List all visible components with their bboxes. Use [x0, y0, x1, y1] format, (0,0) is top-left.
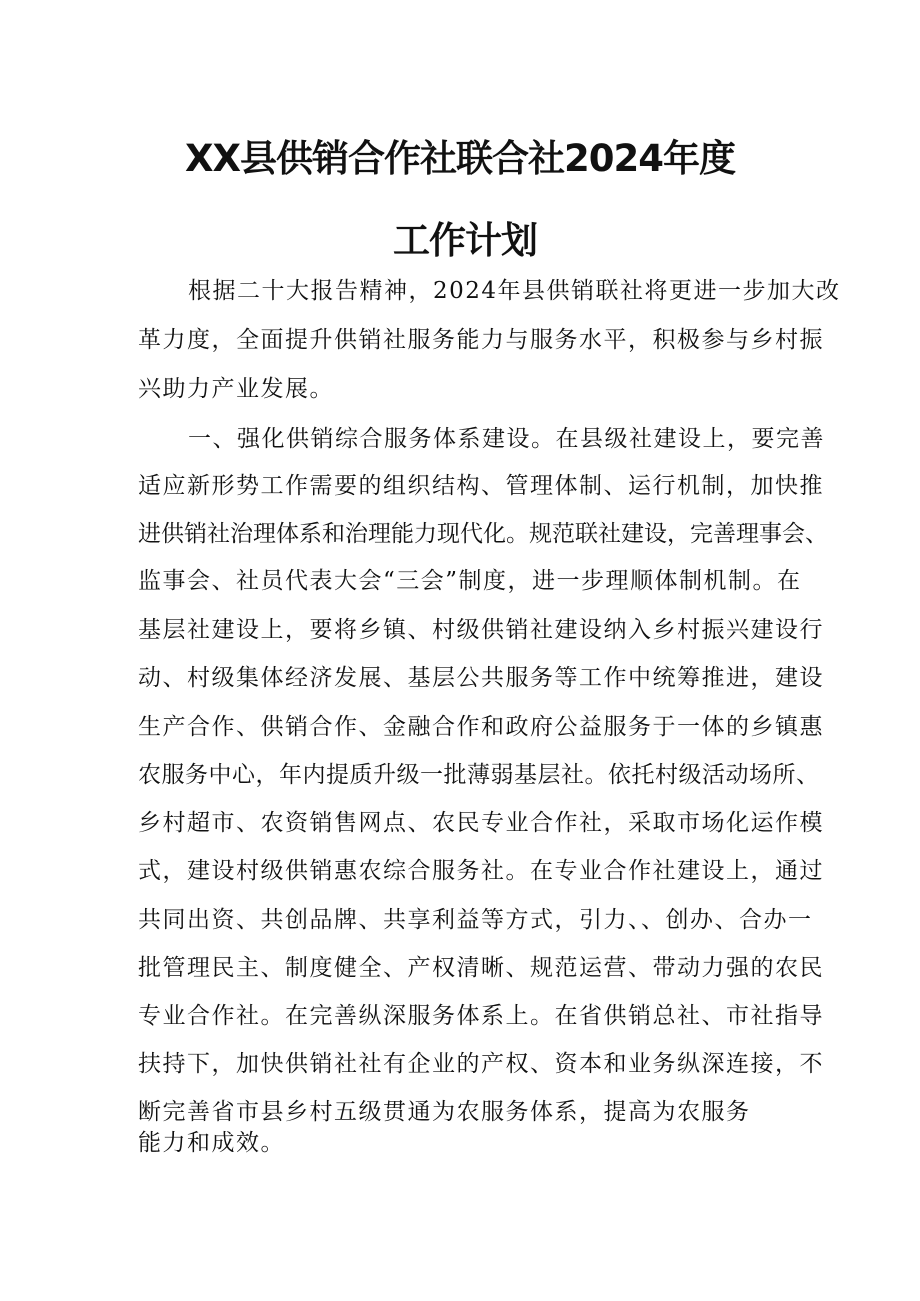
paragraph-line: 适应新形势工作需要的组织结构、管理体制、运行机制，加快推 — [138, 473, 824, 499]
paragraph-line: 共同出资、共创品牌、共享利益等方式，引力、、创办、合办一 — [138, 907, 813, 933]
paragraph-line: 生产合作、供销合作、金融合作和政府公益服务于一体的乡镇惠 — [138, 714, 824, 740]
paragraph-line: 乡村超市、农资销售网点、农民专业合作社，采取市场化运作模 — [138, 810, 824, 836]
paragraph-line: 扶持下，加快供销社社有企业的产权、资本和业务纵深连接，不 — [138, 1051, 824, 1077]
document-title-line-1: XX县供销合作社联合社2024年度 — [185, 137, 736, 180]
paragraph-line: 式，建设村级供销惠农综合服务社。在专业合作社建设上，通过 — [138, 858, 824, 884]
paragraph-line: 根据二十大报告精神，2024年县供销联社将更进一步加大改 — [188, 278, 841, 304]
paragraph-line: 断完善省市县乡村五级贯通为农服务体系，提高为农服务 — [138, 1099, 751, 1125]
paragraph-line: 动、村级集体经济发展、基层公共服务等工作中统筹推进，建设 — [138, 665, 824, 691]
paragraph-line: 革力度，全面提升供销社服务能力与服务水平，积极参与乡村振 — [138, 327, 824, 353]
paragraph-line: 兴助力产业发展。 — [138, 376, 334, 402]
paragraph-line: 监事会、社员代表大会“三会”制度，进一步理顺体制机制。在 — [138, 568, 802, 594]
paragraph-line: 农服务中心，年内提质升级一批薄弱基层社。依托村级活动场所、 — [138, 762, 820, 788]
paragraph-line: 能力和成效。 — [138, 1130, 285, 1156]
document-title-line-2: 工作计划 — [393, 219, 537, 262]
paragraph-line: 专业合作社。在完善纵深服务体系上。在省供销总社、市社指导 — [138, 1003, 824, 1029]
paragraph-line: 基层社建设上，要将乡镇、村级供销社建设纳入乡村振兴建设行 — [138, 617, 824, 643]
paragraph-line: 批管理民主、制度健全、产权清晰、规范运营、带动力强的农民 — [138, 955, 824, 981]
paragraph-line: 一、强化供销综合服务体系建设。在县级社建设上，要完善 — [188, 426, 825, 452]
paragraph-line: 进供销社治理体系和治理能力现代化。规范联社建设，完善理事会、 — [138, 521, 828, 547]
